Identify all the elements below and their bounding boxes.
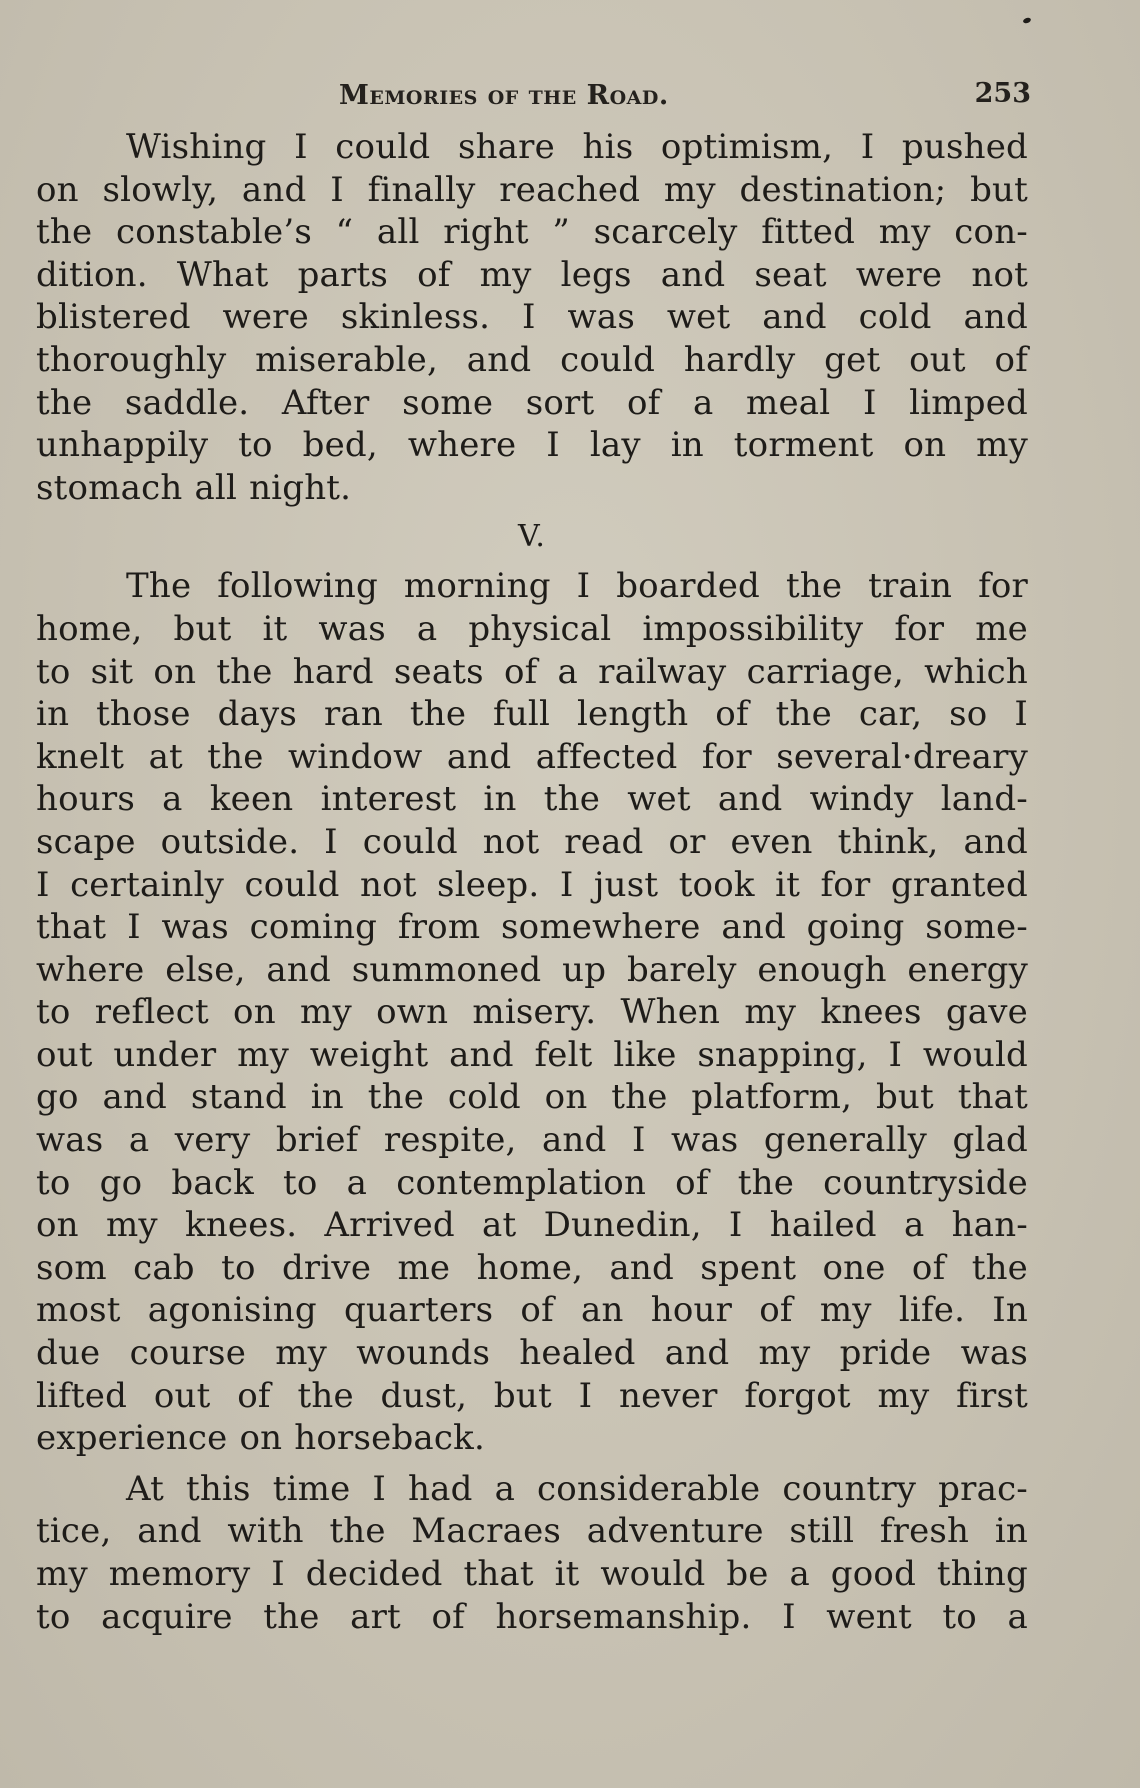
text-line: dition. What parts of my legs and seat were not [36,254,1028,295]
text-line: tice, and with the Macraes adventure still fresh in [36,1511,1028,1552]
text-line: to sit on the hard seats of a railway carriage, which [36,651,1028,692]
text-line: the constable’s “ all right ” scarcely fitted my con- [36,212,1028,253]
text-line: my memory I decided that it would be a good thing [36,1554,1028,1594]
text-line: where else, and summoned up barely enough energy [36,949,1028,990]
text-line: to acquire the art of horsemanship. I went to a [36,1596,1028,1637]
text-line: that I was coming from somewhere and going some- [36,907,1028,948]
text-line: som cab to drive me home, and spent one of the [36,1247,1028,1288]
paragraph-2 [36,565,1028,1459]
text-line: The following morning I boarded the train for [126,566,1028,607]
paragraph-1 [36,126,1028,509]
text-line: to reflect on my own misery. When my knees gave [36,992,1028,1033]
text-line: Wishing I could share his optimism, I pushed [126,127,1028,167]
text-line: on slowly, and I finally reached my destination; but [36,169,1028,210]
text-line: thoroughly miserable, and could hardly get out of [36,339,1028,380]
text-line: go and stand in the cold on the platform, but that [36,1077,1028,1118]
text-line: out under my weight and felt like snapping, I would [36,1034,1028,1075]
running-head [36,74,1031,126]
section-heading: V. [518,519,546,555]
text-line: was a very brief respite, and I was generally glad [36,1120,1028,1161]
page-number: 253 [974,78,1031,109]
book-page [36,74,1031,1638]
text-line: knelt at the window and affected for several·dreary [36,736,1028,777]
running-title: Memories of the Road. [339,80,669,111]
text-line: I certainly could not sleep. I just took it for granted [36,864,1028,905]
text-line: on my knees. Arrived at Dunedin, I hailed a han- [36,1205,1028,1246]
text-line: unhappily to bed, where I lay in torment on my [36,425,1028,466]
text-line: due course my wounds healed and my pride was [36,1333,1028,1374]
text-line: lifted out of the dust, but I never forgot my first [36,1375,1028,1416]
paragraph-gap [36,1460,1028,1468]
text-line: blistered were skinless. I was wet and cold and [36,297,1028,338]
paragraph-3 [36,1468,1028,1638]
text-line: scape outside. I could not read or even think, and [36,821,1028,862]
text-line: home, but it was a physical impossibility for me [36,608,1028,649]
text-line: most agonising quarters of an hour of my life. In [36,1290,1028,1331]
text-line: At this time I had a considerable country prac- [126,1468,1028,1509]
text-line: in those days ran the full length of the car, so I [36,694,1028,735]
text-line: to go back to a contemplation of the countryside [36,1162,1028,1203]
text-line: the saddle. After some sort of a meal I limped [36,382,1028,423]
text-line: stomach all night. [36,467,352,508]
ink-speck [1022,17,1031,24]
text-line: hours a keen interest in the wet and windy land- [36,779,1028,820]
text-line: experience on horseback. [36,1418,485,1459]
